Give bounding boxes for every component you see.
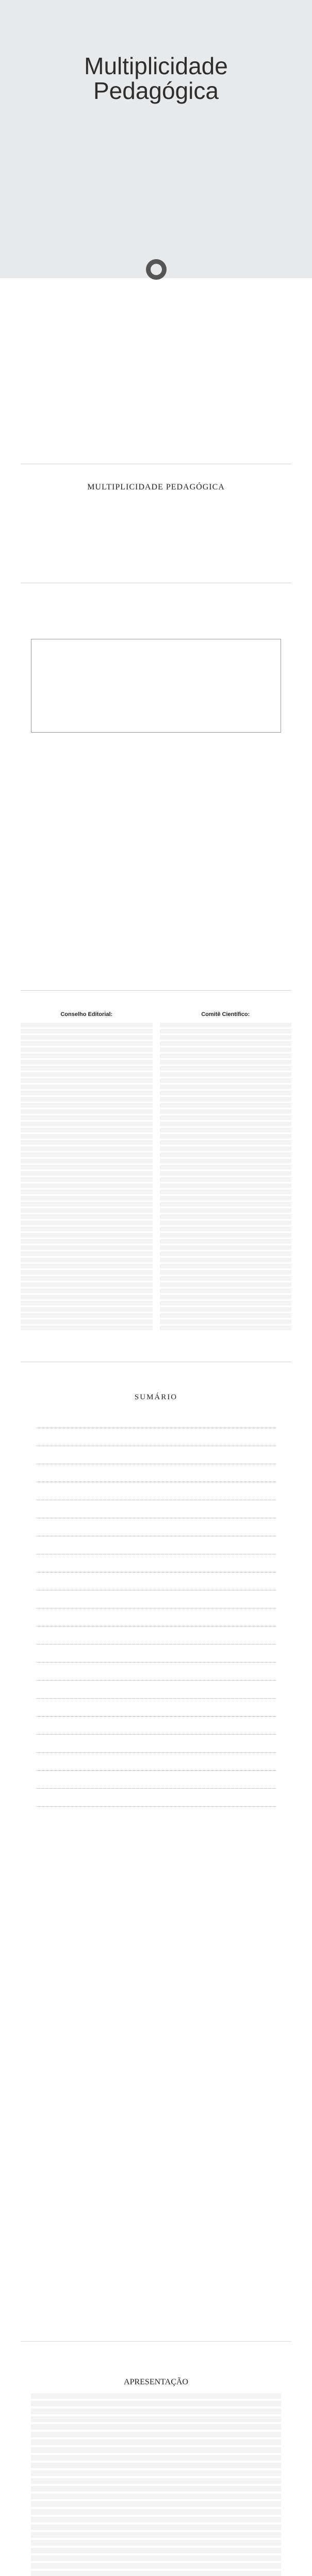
council-member-row [21, 1202, 153, 1207]
summary-entry [36, 1776, 276, 1789]
committee-member-row [160, 1072, 292, 1077]
apresentacao-text-line [31, 2509, 281, 2515]
committee-member-row [160, 1319, 292, 1324]
council-member-row [21, 1183, 153, 1188]
title-page-line [0, 329, 312, 336]
council-member-row [21, 1060, 153, 1064]
committee-member-row [160, 1066, 292, 1071]
committee-member-row [160, 1140, 292, 1145]
council-member-row [21, 1313, 153, 1318]
committee-member-row [160, 1208, 292, 1213]
council-member-row [21, 1270, 153, 1275]
committee-member-row [160, 1029, 292, 1033]
apresentacao-page [0, 2342, 312, 2576]
committee-member-row [160, 1276, 292, 1281]
committee-member-row [160, 1091, 292, 1095]
committee-member-row [160, 1153, 292, 1157]
apresentacao-text-line [31, 2393, 281, 2399]
title-page-line [0, 336, 312, 343]
council-member-row [21, 1196, 153, 1200]
committee-member-row [160, 1190, 292, 1194]
council-member-row [21, 1072, 153, 1077]
apresentacao-text-line [31, 2424, 281, 2430]
summary-entry [36, 1415, 276, 1428]
apresentacao-text-line [31, 2470, 281, 2476]
committee-member-row [160, 1115, 292, 1120]
cover-title [0, 54, 312, 104]
committee-member-row [160, 1221, 292, 1225]
committee-member-row [160, 1023, 292, 1027]
summary-heading: SUMÁRIO [134, 1393, 178, 1401]
council-member-row [21, 1251, 153, 1256]
council-member-row [21, 1128, 153, 1132]
committee-member-row [160, 1159, 292, 1163]
cataloguing-page [0, 583, 312, 990]
committee-member-row [160, 1245, 292, 1250]
council-member-row [21, 1122, 153, 1126]
council-member-row [21, 1140, 153, 1145]
apresentacao-text-line [31, 2494, 281, 2499]
council-member-row [21, 1245, 153, 1250]
committee-member-row [160, 1171, 292, 1176]
summary-entry [36, 1794, 276, 1807]
committee-member-row [160, 1301, 292, 1306]
committee-member-row [160, 1289, 292, 1293]
half-title-page [0, 464, 312, 583]
council-member-row [21, 1109, 153, 1114]
council-member-row [21, 1066, 153, 1071]
committee-member-row [160, 1270, 292, 1275]
committee-member-row [160, 1282, 292, 1287]
committee-member-row [160, 1109, 292, 1114]
catalog-block [31, 614, 281, 630]
council-member-row [21, 1307, 153, 1312]
cover-title-line-2: Pedagógica [93, 77, 219, 105]
apresentacao-text-line [31, 2432, 281, 2437]
committee-member-row [160, 1078, 292, 1083]
council-member-row [21, 1227, 153, 1231]
summary-entry [36, 1650, 276, 1663]
committee-member-row [160, 1258, 292, 1262]
cover-authors [0, 37, 312, 49]
apresentacao-text-line [31, 2455, 281, 2461]
summary-entry [36, 1632, 276, 1645]
committee-member-row [160, 1084, 292, 1089]
summary-entry [36, 1614, 276, 1626]
catalog-block [31, 765, 281, 780]
council-member-row [21, 1190, 153, 1194]
apresentacao-text-line [31, 2555, 281, 2561]
council-member-row [21, 1258, 153, 1262]
committee-member-row [160, 1165, 292, 1170]
title-page-line [0, 321, 312, 329]
committee-member-row [160, 1128, 292, 1132]
council-member-row [21, 1153, 153, 1157]
apresentacao-text-line [31, 2563, 281, 2569]
council-member-row [21, 1326, 153, 1330]
committee-member-row [160, 1122, 292, 1126]
council-member-row [21, 1301, 153, 1306]
editorial-council-column [21, 1011, 153, 1362]
council-member-row [21, 1208, 153, 1213]
apresentacao-text-line [31, 2401, 281, 2406]
council-member-row [21, 1103, 153, 1108]
committee-member-row [160, 1103, 292, 1108]
committee-member-row [160, 1146, 292, 1151]
summary-entry [36, 1433, 276, 1446]
committee-member-row [160, 1202, 292, 1207]
summary-entry [36, 1523, 276, 1536]
summary-entry [36, 1740, 276, 1753]
council-member-row [21, 1023, 153, 1027]
summary-entry [36, 1686, 276, 1699]
summary-entry [36, 1505, 276, 1518]
council-member-row [21, 1146, 153, 1151]
summary-entry [36, 1758, 276, 1771]
scientific-committee-heading: Comitê Científico: [201, 1011, 250, 1018]
summary-entry [36, 1578, 276, 1590]
book-cover [0, 0, 312, 278]
council-member-row [21, 1047, 153, 1052]
council-member-row [21, 1165, 153, 1170]
council-member-row [21, 1159, 153, 1163]
apresentacao-text-line [31, 2548, 281, 2553]
catalog-block [31, 742, 281, 757]
summary-entry [36, 1596, 276, 1608]
council-member-row [21, 1319, 153, 1324]
councils-page [0, 991, 312, 1362]
summary-entry [36, 1487, 276, 1500]
apresentacao-text-line [31, 2478, 281, 2484]
apresentacao-text-line [31, 2439, 281, 2445]
apresentacao-heading: APRESENTAÇÃO [124, 2378, 188, 2386]
committee-member-row [160, 1060, 292, 1064]
scientific-committee-column [160, 1011, 292, 1362]
committee-member-row [160, 1196, 292, 1200]
publisher-logo-icon [145, 258, 168, 281]
committee-member-row [160, 1214, 292, 1219]
committee-member-row [160, 1239, 292, 1244]
committee-member-row [160, 1326, 292, 1330]
council-member-row [21, 1282, 153, 1287]
council-member-row [21, 1035, 153, 1040]
committee-member-row [160, 1307, 292, 1312]
editorial-council-heading: Conselho Editorial: [60, 1011, 113, 1018]
council-member-row [21, 1134, 153, 1139]
council-member-row [21, 1221, 153, 1225]
committee-member-row [160, 1041, 292, 1046]
committee-member-row [160, 1227, 292, 1231]
council-member-row [21, 1091, 153, 1095]
summary-page [0, 1362, 312, 2341]
summary-entry [36, 1541, 276, 1554]
council-member-row [21, 1233, 153, 1238]
committee-member-row [160, 1251, 292, 1256]
apresentacao-text-line [31, 2463, 281, 2468]
committee-member-row [160, 1183, 292, 1188]
committee-member-row [160, 1134, 292, 1139]
council-member-row [21, 1177, 153, 1182]
committee-member-row [160, 1035, 292, 1040]
summary-entry [36, 1451, 276, 1464]
summary-entry [36, 1668, 276, 1681]
council-member-row [21, 1097, 153, 1101]
council-member-row [21, 1054, 153, 1058]
title-page-line [0, 343, 312, 350]
committee-member-row [160, 1047, 292, 1052]
committee-member-row [160, 1233, 292, 1238]
summary-entry [36, 1469, 276, 1482]
title-page [0, 278, 312, 464]
council-member-row [21, 1264, 153, 1268]
apresentacao-text-line [31, 2517, 281, 2522]
summary-entry [36, 1560, 276, 1572]
council-member-row [21, 1276, 153, 1281]
committee-member-row [160, 1177, 292, 1182]
council-member-row [21, 1084, 153, 1089]
apresentacao-text-line [31, 2501, 281, 2507]
half-title-heading: MULTIPLICIDADE PEDAGÓGICA [87, 483, 225, 492]
committee-member-row [160, 1295, 292, 1299]
council-member-row [21, 1029, 153, 1033]
council-member-row [21, 1115, 153, 1120]
apresentacao-text-line [31, 2571, 281, 2576]
committee-member-row [160, 1264, 292, 1268]
apresentacao-text-line [31, 2416, 281, 2422]
committee-member-row [160, 1313, 292, 1318]
apresentacao-text-line [31, 2409, 281, 2414]
council-member-row [21, 1239, 153, 1244]
apresentacao-text-line [31, 2540, 281, 2546]
apresentacao-text-line [31, 2447, 281, 2453]
council-member-row [21, 1171, 153, 1176]
council-member-row [21, 1041, 153, 1046]
summary-entry [36, 1722, 276, 1735]
apresentacao-text-line [31, 2532, 281, 2538]
council-member-row [21, 1289, 153, 1293]
summary-entry [36, 1704, 276, 1717]
council-member-row [21, 1214, 153, 1219]
cover-title-line-1: Multiplicidade [84, 53, 228, 79]
committee-member-row [160, 1097, 292, 1101]
committee-member-row [160, 1054, 292, 1058]
council-member-row [21, 1295, 153, 1299]
apresentacao-text-line [31, 2486, 281, 2492]
catalog-record-box [31, 639, 281, 733]
apresentacao-text-line [31, 2524, 281, 2530]
council-member-row [21, 1078, 153, 1083]
